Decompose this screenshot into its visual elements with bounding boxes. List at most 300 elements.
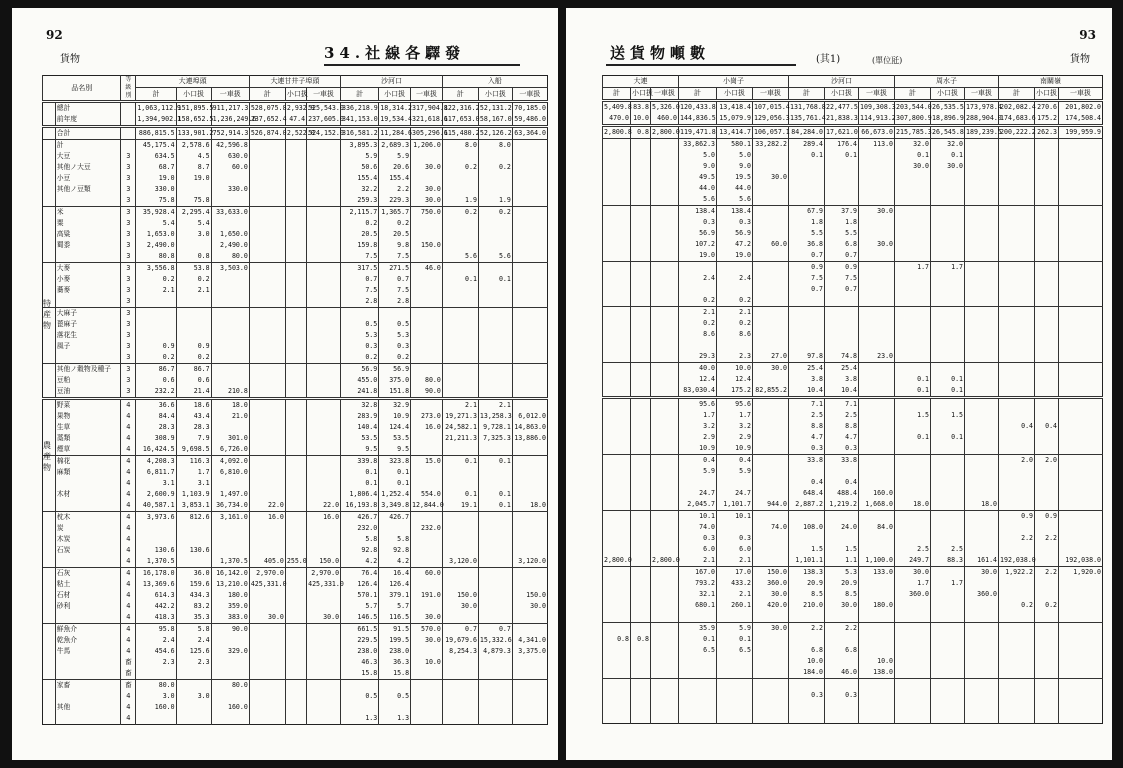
- item-label: [55, 556, 121, 568]
- value-cell: [651, 645, 679, 656]
- value-cell: [1035, 611, 1059, 623]
- value-cell: 1,252.4: [379, 489, 411, 500]
- value-cell: [603, 351, 631, 363]
- value-cell: 160.0: [136, 702, 176, 713]
- value-cell: [651, 611, 679, 623]
- value-cell: [512, 308, 547, 320]
- value-cell: 0.2: [999, 600, 1035, 611]
- table-row: [603, 262, 1103, 274]
- value-cell: [478, 556, 512, 568]
- value-cell: [999, 690, 1035, 701]
- value-cell: [1059, 611, 1103, 623]
- value-cell: [285, 184, 306, 195]
- value-cell: [651, 701, 679, 712]
- value-cell: 32.2: [341, 184, 379, 195]
- value-cell: 10.9: [717, 443, 753, 455]
- value-cell: [717, 690, 753, 701]
- value-cell: 0.2: [478, 162, 512, 173]
- category-cell: [43, 691, 56, 702]
- value-cell: [999, 150, 1035, 161]
- value-cell: 199.5: [379, 635, 411, 646]
- value-cell: [965, 432, 999, 443]
- value-cell: [1059, 351, 1103, 363]
- item-label: 炭: [55, 523, 121, 534]
- class-cell: 3: [121, 229, 136, 240]
- value-cell: [651, 385, 679, 398]
- value-cell: 614.3: [136, 590, 176, 601]
- value-cell: [1059, 488, 1103, 499]
- value-cell: 2.4: [136, 635, 176, 646]
- value-cell: [478, 352, 512, 364]
- value-cell: [176, 296, 211, 308]
- value-cell: [307, 352, 341, 364]
- value-cell: 648.4: [789, 488, 825, 499]
- class-cell: 3: [121, 207, 136, 219]
- value-cell: 42,596.8: [211, 140, 249, 152]
- value-cell: [895, 690, 931, 701]
- value-cell: [631, 701, 651, 712]
- value-cell: 0.2: [442, 162, 478, 173]
- class-cell: 3: [121, 162, 136, 173]
- value-cell: [717, 262, 753, 274]
- value-cell: [285, 657, 306, 668]
- value-cell: [859, 329, 895, 340]
- value-cell: 107.2: [679, 239, 717, 250]
- value-cell: 0.3: [717, 217, 753, 228]
- value-cell: 74.8: [825, 351, 859, 363]
- class-cell: 3: [121, 285, 136, 296]
- value-cell: 35.3: [176, 612, 211, 624]
- class-cell: 4: [121, 411, 136, 422]
- value-cell: [753, 228, 789, 239]
- item-label: 落花生: [55, 330, 121, 341]
- value-cell: [895, 329, 931, 340]
- value-cell: [285, 534, 306, 545]
- value-cell: 119,471.8: [679, 126, 717, 139]
- table-row: [603, 623, 1103, 635]
- value-cell: 70,185.0: [512, 102, 547, 115]
- right-freight-table: [602, 75, 1103, 724]
- value-cell: [631, 499, 651, 511]
- value-cell: [651, 295, 679, 307]
- value-cell: [999, 611, 1035, 623]
- table-row: [43, 702, 548, 713]
- value-cell: [1035, 477, 1059, 488]
- value-cell: 2.1: [679, 555, 717, 567]
- table-row: [603, 432, 1103, 443]
- value-cell: 237,605.0: [307, 114, 341, 127]
- value-cell: [1059, 600, 1103, 611]
- value-cell: [603, 385, 631, 398]
- value-cell: [603, 340, 631, 351]
- value-cell: [965, 712, 999, 724]
- value-cell: [965, 329, 999, 340]
- value-cell: [825, 161, 859, 172]
- value-cell: 316,581.2: [341, 127, 379, 140]
- value-cell: [285, 500, 306, 512]
- value-cell: 0.8: [176, 251, 211, 263]
- value-cell: [249, 319, 285, 330]
- value-cell: [895, 194, 931, 206]
- value-cell: 0.3: [679, 533, 717, 544]
- value-cell: 5.3: [341, 330, 379, 341]
- value-cell: [478, 218, 512, 229]
- value-cell: [753, 250, 789, 262]
- value-cell: 330.0: [211, 184, 249, 195]
- value-cell: [753, 443, 789, 455]
- value-cell: 2,295.4: [176, 207, 211, 219]
- table-row: [43, 308, 548, 320]
- value-cell: [999, 466, 1035, 477]
- value-cell: [603, 217, 631, 228]
- value-cell: 3.2: [679, 421, 717, 432]
- value-cell: 0.4: [825, 477, 859, 488]
- value-cell: 8.5: [825, 589, 859, 600]
- value-cell: [859, 421, 895, 432]
- class-cell: 4: [121, 422, 136, 433]
- item-label: 小麥: [55, 274, 121, 285]
- value-cell: 2,800.0: [603, 555, 631, 567]
- value-cell: 0.9: [999, 511, 1035, 523]
- value-cell: [512, 251, 547, 263]
- value-cell: [512, 296, 547, 308]
- category-cell: [43, 399, 56, 412]
- table-row: [43, 399, 548, 412]
- value-cell: 0.2: [136, 352, 176, 364]
- value-cell: [603, 374, 631, 385]
- value-cell: [136, 668, 176, 680]
- value-cell: [249, 545, 285, 556]
- value-cell: 30.0: [753, 623, 789, 635]
- value-cell: [999, 667, 1035, 679]
- value-cell: [1035, 307, 1059, 319]
- value-cell: [1035, 701, 1059, 712]
- value-cell: [965, 150, 999, 161]
- class-cell: 畜: [121, 668, 136, 680]
- value-cell: 10.0: [717, 363, 753, 375]
- value-cell: 0.1: [341, 478, 379, 489]
- value-cell: [285, 411, 306, 422]
- category-cell: [43, 422, 56, 433]
- value-cell: 375.0: [379, 375, 411, 386]
- value-cell: 5.7: [379, 601, 411, 612]
- value-cell: [1035, 161, 1059, 172]
- value-cell: [307, 240, 341, 251]
- value-cell: 45,175.4: [136, 140, 176, 152]
- value-cell: 2.5: [825, 410, 859, 421]
- value-cell: 2,970.0: [249, 568, 285, 580]
- value-cell: [651, 273, 679, 284]
- value-cell: 2.2: [379, 184, 411, 195]
- table-row: [603, 600, 1103, 611]
- value-cell: 1,101.7: [717, 499, 753, 511]
- value-cell: [176, 319, 211, 330]
- value-cell: [753, 295, 789, 307]
- value-cell: 36.0: [176, 568, 211, 580]
- value-cell: [1059, 421, 1103, 432]
- value-cell: 0.7: [478, 624, 512, 636]
- value-cell: 25.4: [789, 363, 825, 375]
- value-cell: [789, 701, 825, 712]
- value-cell: 46.0: [411, 263, 443, 275]
- value-cell: 95.8: [136, 624, 176, 636]
- value-cell: [825, 183, 859, 194]
- left-running-head: 貨物: [60, 54, 80, 65]
- value-cell: 360.0: [753, 578, 789, 589]
- value-cell: [307, 140, 341, 152]
- value-cell: [651, 139, 679, 151]
- value-cell: [603, 701, 631, 712]
- value-cell: 9,728.1: [478, 422, 512, 433]
- value-cell: [603, 645, 631, 656]
- value-cell: [603, 499, 631, 511]
- value-cell: [895, 443, 931, 455]
- value-cell: [753, 466, 789, 477]
- value-cell: 36.8: [789, 239, 825, 250]
- value-cell: 7.5: [789, 273, 825, 284]
- value-cell: [411, 399, 443, 412]
- value-cell: [285, 523, 306, 534]
- value-cell: 10.4: [825, 385, 859, 398]
- value-cell: [965, 488, 999, 499]
- class-cell: [121, 114, 136, 127]
- value-cell: [965, 522, 999, 533]
- value-cell: 155.4: [379, 173, 411, 184]
- value-cell: [1035, 239, 1059, 250]
- value-cell: 22,477.5: [825, 101, 859, 114]
- value-cell: 84.0: [859, 522, 895, 533]
- value-cell: [307, 590, 341, 601]
- table-row: [43, 319, 548, 330]
- category-cell: [43, 411, 56, 422]
- value-cell: [176, 702, 211, 713]
- value-cell: 4.5: [176, 151, 211, 162]
- station-header-dalian-wharf: 大連埠頭: [136, 76, 250, 88]
- value-cell: [1035, 432, 1059, 443]
- sub-header-carload: 一車扱: [211, 88, 249, 102]
- value-cell: [859, 340, 895, 351]
- value-cell: [931, 443, 965, 455]
- value-cell: [999, 239, 1035, 250]
- value-cell: 1,806.4: [341, 489, 379, 500]
- value-cell: 0.1: [442, 489, 478, 500]
- value-cell: 160.0: [859, 488, 895, 499]
- value-cell: [603, 206, 631, 218]
- value-cell: [965, 262, 999, 274]
- value-cell: 74.0: [679, 522, 717, 533]
- value-cell: 273.0: [411, 411, 443, 422]
- value-cell: [603, 262, 631, 274]
- value-cell: [411, 364, 443, 376]
- value-cell: [249, 296, 285, 308]
- value-cell: 10.1: [717, 511, 753, 523]
- value-cell: [789, 318, 825, 329]
- value-cell: 13,258.3: [479, 412, 512, 420]
- value-cell: [249, 399, 285, 412]
- value-cell: [285, 285, 306, 296]
- value-cell: [442, 151, 478, 162]
- table-row: [603, 113, 1103, 126]
- value-cell: 24.7: [717, 488, 753, 499]
- value-cell: [965, 194, 999, 206]
- value-cell: [512, 375, 547, 386]
- value-cell: 425,331.0: [308, 580, 344, 588]
- value-cell: [651, 656, 679, 667]
- value-cell: 203,544.0: [895, 101, 931, 114]
- value-cell: [249, 140, 285, 152]
- value-cell: 108.0: [789, 522, 825, 533]
- item-label: 計: [55, 140, 121, 152]
- value-cell: 125.6: [176, 646, 211, 657]
- category-cell: [43, 375, 56, 386]
- value-cell: 33,633.0: [211, 207, 249, 219]
- table-row: [603, 443, 1103, 455]
- value-cell: [1059, 284, 1103, 295]
- category-cell: [43, 330, 56, 341]
- value-cell: [442, 285, 478, 296]
- value-cell: 180.0: [859, 600, 895, 611]
- value-cell: [931, 183, 965, 194]
- value-cell: [631, 555, 651, 567]
- value-cell: [249, 601, 285, 612]
- value-cell: [512, 285, 547, 296]
- value-cell: [753, 183, 789, 194]
- item-label: 蜀黍: [55, 240, 121, 251]
- value-cell: 160.0: [211, 702, 249, 713]
- table-row: [43, 285, 548, 296]
- class-cell: 3: [121, 330, 136, 341]
- item-label: 小豆: [55, 173, 121, 184]
- value-cell: 59,486.0: [512, 114, 547, 127]
- value-cell: [285, 545, 306, 556]
- value-cell: [478, 319, 512, 330]
- class-cell: 3: [121, 308, 136, 320]
- value-cell: 5,409.8: [603, 101, 631, 114]
- value-cell: [176, 308, 211, 320]
- value-cell: [603, 443, 631, 455]
- sub-header-total: 計: [442, 88, 478, 102]
- value-cell: 56.9: [717, 228, 753, 239]
- value-cell: [211, 478, 249, 489]
- value-cell: 176.4: [825, 139, 859, 151]
- value-cell: [249, 590, 285, 601]
- value-cell: 18.0: [895, 499, 931, 511]
- value-cell: 175.2: [1035, 113, 1059, 126]
- value-cell: 0.9: [825, 262, 859, 274]
- value-cell: [631, 295, 651, 307]
- value-cell: 0.2: [341, 218, 379, 229]
- value-cell: [1035, 443, 1059, 455]
- value-cell: [789, 679, 825, 691]
- value-cell: [631, 262, 651, 274]
- value-cell: 6,726.0: [211, 444, 249, 456]
- value-cell: [1059, 578, 1103, 589]
- value-cell: [789, 329, 825, 340]
- value-cell: [478, 668, 512, 680]
- value-cell: [651, 262, 679, 274]
- sub-header-total: 計: [895, 88, 931, 101]
- value-cell: 1.7: [931, 262, 965, 274]
- value-cell: [679, 712, 717, 724]
- value-cell: 2.9: [679, 432, 717, 443]
- value-cell: 237,652.4: [249, 114, 285, 127]
- value-cell: 0.1: [931, 150, 965, 161]
- value-cell: [442, 545, 478, 556]
- value-cell: [753, 307, 789, 319]
- value-cell: 2.5: [931, 544, 965, 555]
- value-cell: [1059, 589, 1103, 600]
- value-cell: 90.0: [411, 386, 443, 399]
- value-cell: 60.0: [753, 239, 789, 250]
- value-cell: 16.0: [411, 422, 443, 433]
- value-cell: [285, 680, 306, 692]
- category-cell: [43, 713, 56, 725]
- value-cell: [965, 600, 999, 611]
- value-cell: 191.0: [411, 590, 443, 601]
- value-cell: 0.2: [176, 274, 211, 285]
- value-cell: [999, 363, 1035, 375]
- table-row: [43, 478, 548, 489]
- value-cell: 0.5: [379, 691, 411, 702]
- value-cell: [512, 162, 547, 173]
- value-cell: [249, 251, 285, 263]
- value-cell: [789, 340, 825, 351]
- value-cell: 67.9: [789, 206, 825, 218]
- value-cell: [249, 330, 285, 341]
- value-cell: 88.3: [931, 555, 965, 567]
- value-cell: 4.7: [825, 432, 859, 443]
- value-cell: [753, 488, 789, 499]
- table-row: [603, 206, 1103, 218]
- value-cell: [651, 318, 679, 329]
- value-cell: [1035, 340, 1059, 351]
- value-cell: [999, 701, 1035, 712]
- value-cell: 6.8: [825, 645, 859, 656]
- item-label: 鮮魚介: [55, 624, 121, 636]
- value-cell: 9.8: [379, 240, 411, 251]
- value-cell: 159.6: [176, 579, 211, 590]
- value-cell: [136, 319, 176, 330]
- value-cell: [442, 352, 478, 364]
- value-cell: [307, 162, 341, 173]
- value-cell: [249, 456, 285, 468]
- value-cell: [1035, 544, 1059, 555]
- value-cell: [249, 386, 285, 399]
- value-cell: 0.1: [478, 500, 512, 512]
- class-cell: 4: [121, 444, 136, 456]
- table-row: [603, 634, 1103, 645]
- value-cell: 6,810.0: [211, 467, 249, 478]
- value-cell: 150.0: [753, 567, 789, 579]
- value-cell: 13,369.6: [136, 579, 176, 590]
- value-cell: [1035, 329, 1059, 340]
- value-cell: [631, 139, 651, 151]
- class-cell: 4: [121, 702, 136, 713]
- value-cell: [859, 623, 895, 635]
- value-cell: [285, 612, 306, 624]
- table-row: [43, 229, 548, 240]
- category-cell: [43, 352, 56, 364]
- value-cell: 106,057.1: [753, 126, 789, 139]
- value-cell: 30.0: [859, 206, 895, 218]
- value-cell: 22.0: [307, 500, 341, 512]
- value-cell: 5.8: [341, 534, 379, 545]
- value-cell: [965, 340, 999, 351]
- class-cell: 畜: [121, 657, 136, 668]
- value-cell: [931, 611, 965, 623]
- value-cell: [603, 656, 631, 667]
- value-cell: [825, 656, 859, 667]
